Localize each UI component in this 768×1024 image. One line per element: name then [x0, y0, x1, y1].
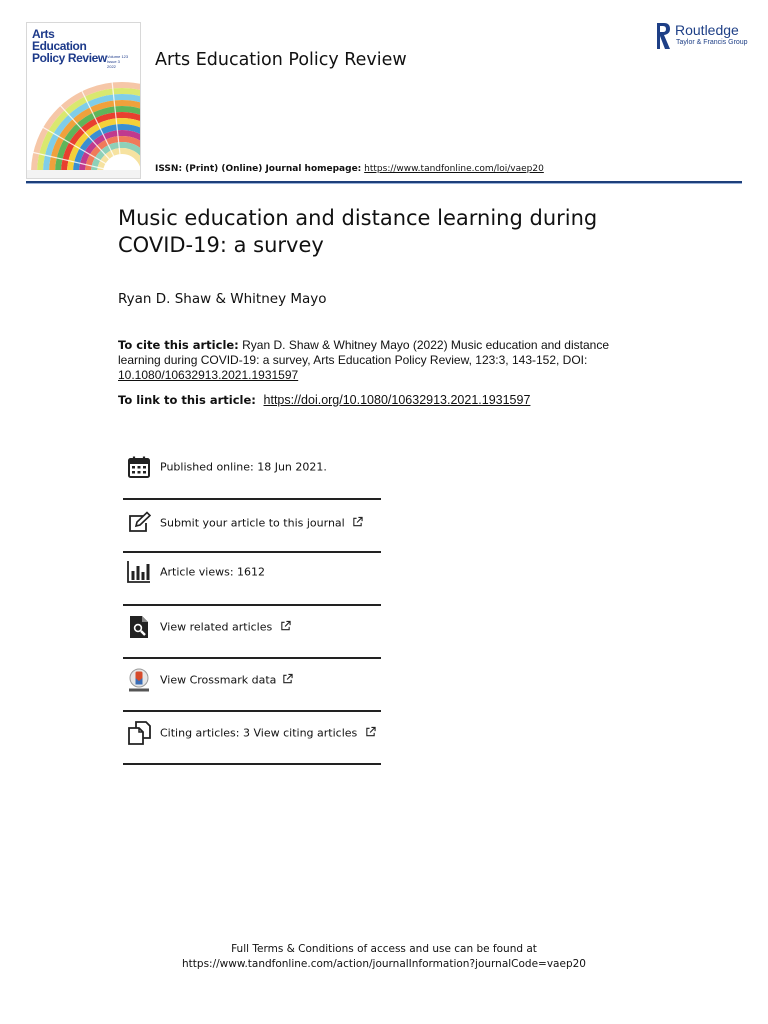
article-views-text: Article views: 1612: [160, 565, 266, 579]
article-title: Music education and distance learning during COVID-19: a survey: [118, 206, 598, 257]
citation-doi-link[interactable]: 10.1080/10632913.2021.1931597: [118, 368, 299, 382]
cover-publisher-logos: [27, 170, 140, 178]
header-rule-light: [26, 183, 742, 184]
article-authors: Ryan D. Shaw & Whitney Mayo: [118, 291, 327, 307]
footer-terms: [0, 942, 768, 972]
routledge-logo-icon: [654, 22, 672, 50]
submit-article-row[interactable]: [123, 497, 381, 549]
footer-terms-link[interactable]: https://www.tandfonline.com/action/journalInformation?journalCode=vaep20: [182, 958, 586, 970]
citation-text: Ryan D. Shaw & Whitney Mayo (2022) Music education and distance learning during COVID-19: a survey, Arts Education Policy Review, 123:3, 143-152, DOI:: [118, 338, 609, 367]
citing-articles-row[interactable]: [123, 707, 381, 759]
calendar-icon: [127, 455, 151, 479]
crossmark-row[interactable]: [123, 654, 381, 706]
issn-label: ISSN: (Print) (Online) Journal homepage:: [155, 164, 362, 174]
crossmark-link[interactable]: View Crossmark data: [160, 673, 277, 687]
related-articles-link[interactable]: View related articles: [160, 620, 273, 634]
published-online-text: Published online: 18 Jun 2021.: [160, 460, 327, 474]
cover-artwork: [27, 81, 140, 171]
cover-title: Arts Education Policy Review: [32, 27, 107, 65]
submit-article-link[interactable]: Submit your article to this journal: [160, 516, 345, 530]
article-doi-link[interactable]: https://doi.org/10.1080/10632913.2021.1931597: [263, 393, 531, 407]
link-block: [118, 393, 530, 407]
info-divider: [123, 763, 381, 765]
crossmark-icon: [127, 668, 151, 692]
citation-block: [118, 338, 618, 383]
link-label: To link to this article:: [118, 393, 256, 407]
journal-title: Arts Education Policy Review: [155, 50, 407, 70]
citing-articles-link[interactable]: Citing articles: 3 View citing articles: [160, 726, 358, 740]
publisher-tagline: Taylor & Francis Group: [676, 39, 748, 46]
external-link-icon: [280, 621, 291, 632]
bar-chart-icon: [127, 560, 151, 584]
journal-cover-image: [26, 22, 141, 179]
issn-line: [155, 164, 544, 174]
publisher-name: Routledge: [675, 22, 739, 38]
citing-articles-icon: [127, 721, 151, 745]
external-link-icon: [365, 727, 376, 738]
journal-homepage-link[interactable]: https://www.tandfonline.com/loi/vaep20: [364, 164, 544, 174]
external-link-icon: [282, 674, 293, 685]
related-articles-row[interactable]: [123, 601, 381, 653]
edit-icon: [127, 511, 151, 535]
citation-label: To cite this article:: [118, 338, 239, 352]
published-online-row: [123, 441, 381, 493]
cover-volume: Volume 123 Issue 3 2022: [107, 54, 129, 69]
document-search-icon: [127, 615, 151, 639]
footer-terms-text: Full Terms & Conditions of access and use can be found at: [231, 943, 537, 955]
publisher-logo[interactable]: [654, 22, 749, 50]
article-views-row: [123, 546, 381, 598]
external-link-icon: [352, 517, 363, 528]
